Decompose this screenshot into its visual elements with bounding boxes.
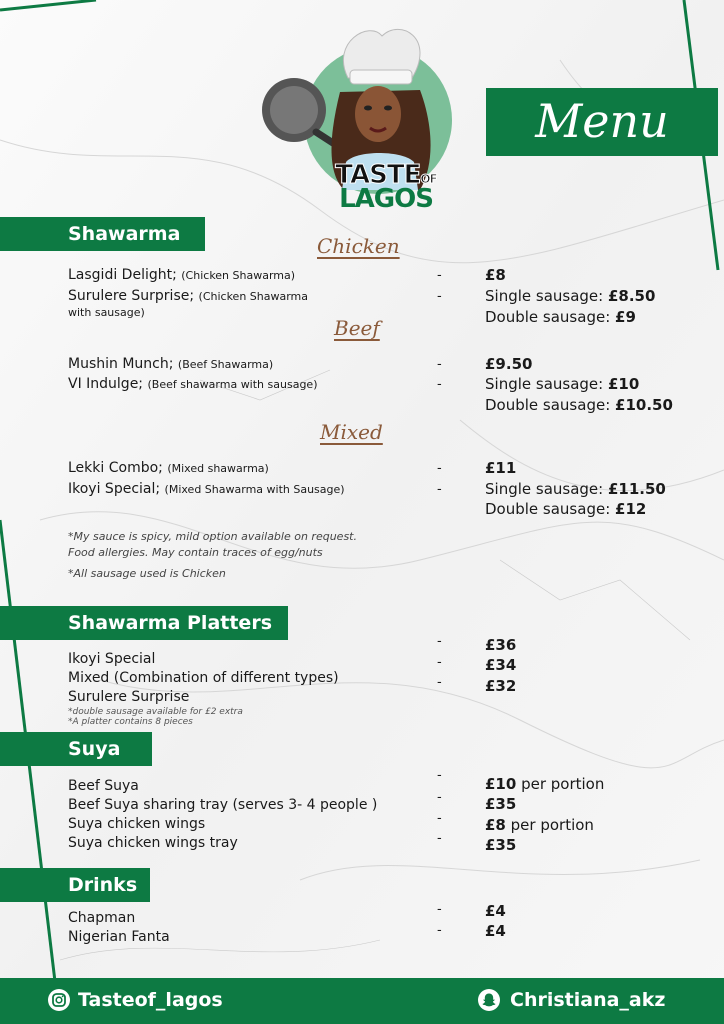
drink-item: Nigerian Fanta (68, 929, 170, 945)
platter-price: £32 (485, 677, 517, 695)
dash-separator: - (437, 289, 442, 304)
price-vi-single: Single sausage: £10 (485, 375, 640, 393)
allergy-note: Food allergies. May contain traces of egg/nuts (68, 546, 323, 559)
price-lasgidi: £8 (485, 266, 506, 284)
menu-item-surulere: Surulere Surprise; (Chicken Shawarma (68, 288, 309, 304)
dash-separator: - (437, 790, 442, 805)
instagram-handle[interactable]: Tasteof_lagos (78, 989, 223, 1011)
platter-price: £36 (485, 636, 517, 654)
platter-price: £34 (485, 656, 517, 674)
logo-text-taste: TASTEOF (335, 160, 437, 190)
price-mushin: £9.50 (485, 355, 533, 373)
suya-heading: Suya (0, 732, 152, 766)
suya-price: £35 (485, 795, 517, 813)
shawarma-heading: Shawarma (0, 217, 205, 251)
snapchat-icon[interactable] (478, 989, 500, 1011)
menu-item-mushin: Mushin Munch; (Beef Shawarma) (68, 356, 274, 372)
dash-separator: - (437, 268, 442, 283)
platter-item: Mixed (Combination of different types) (68, 670, 339, 686)
menu-item-ikoyi: Ikoyi Special; (Mixed Shawarma with Sausage) (68, 481, 345, 497)
dash-separator: - (437, 461, 442, 476)
menu-item-lasgidi: Lasgidi Delight; (Chicken Shawarma) (68, 267, 296, 283)
dash-separator: - (437, 923, 442, 938)
menu-item-surulere-note: with sausage) (68, 306, 145, 319)
dash-separator: - (437, 377, 442, 392)
logo-text-lagos: LAGOS (339, 184, 433, 214)
sausage-note: *All sausage used is Chicken (68, 567, 226, 580)
logo (260, 22, 460, 222)
dash-separator: - (437, 902, 442, 917)
instagram-icon[interactable] (48, 989, 70, 1011)
platters-heading: Shawarma Platters (0, 606, 288, 640)
suya-item: Suya chicken wings tray (68, 835, 238, 851)
platter-sausage-note: *double sausage available for £2 extra (68, 707, 243, 717)
price-vi-double: Double sausage: £10.50 (485, 396, 673, 414)
suya-price: £10 per portion (485, 775, 605, 793)
suya-item: Suya chicken wings (68, 816, 206, 832)
menu-title-banner (486, 88, 718, 156)
sauce-note: *My sauce is spicy, mild option available on request. (68, 530, 357, 543)
menu-item-lekki: Lekki Combo; (Mixed shawarma) (68, 460, 269, 476)
platter-pieces-note: *A platter contains 8 pieces (68, 717, 193, 727)
dash-separator: - (437, 634, 442, 649)
suya-item: Beef Suya (68, 778, 139, 794)
suya-price: £8 per portion (485, 816, 594, 834)
menu-item-vi: VI Indulge; (Beef shawarma with sausage) (68, 376, 318, 392)
price-surulere-single: Single sausage: £8.50 (485, 287, 656, 305)
suya-price: £35 (485, 836, 517, 854)
price-ikoyi-double: Double sausage: £12 (485, 500, 647, 518)
price-lekki: £11 (485, 459, 517, 477)
price-surulere-double: Double sausage: £9 (485, 308, 636, 326)
platter-item: Ikoyi Special (68, 651, 156, 667)
drinks-heading: Drinks (0, 868, 150, 902)
beef-subheading: Beef (334, 316, 380, 340)
dash-separator: - (437, 811, 442, 826)
dash-separator: - (437, 655, 442, 670)
footer-bar (0, 978, 724, 1024)
dash-separator: - (437, 768, 442, 783)
suya-item: Beef Suya sharing tray (serves 3- 4 people ) (68, 797, 378, 813)
dash-separator: - (437, 831, 442, 846)
price-ikoyi-single: Single sausage: £11.50 (485, 480, 666, 498)
mixed-subheading: Mixed (320, 420, 383, 444)
chicken-subheading: Chicken (317, 234, 400, 258)
dash-separator: - (437, 482, 442, 497)
drink-price: £4 (485, 902, 506, 920)
snapchat-handle[interactable]: Christiana_akz (510, 989, 666, 1011)
menu-title: Menu (535, 94, 669, 148)
platter-item: Surulere Surprise (68, 689, 190, 705)
drink-item: Chapman (68, 910, 136, 926)
dash-separator: - (437, 675, 442, 690)
drink-price: £4 (485, 922, 506, 940)
dash-separator: - (437, 357, 442, 372)
